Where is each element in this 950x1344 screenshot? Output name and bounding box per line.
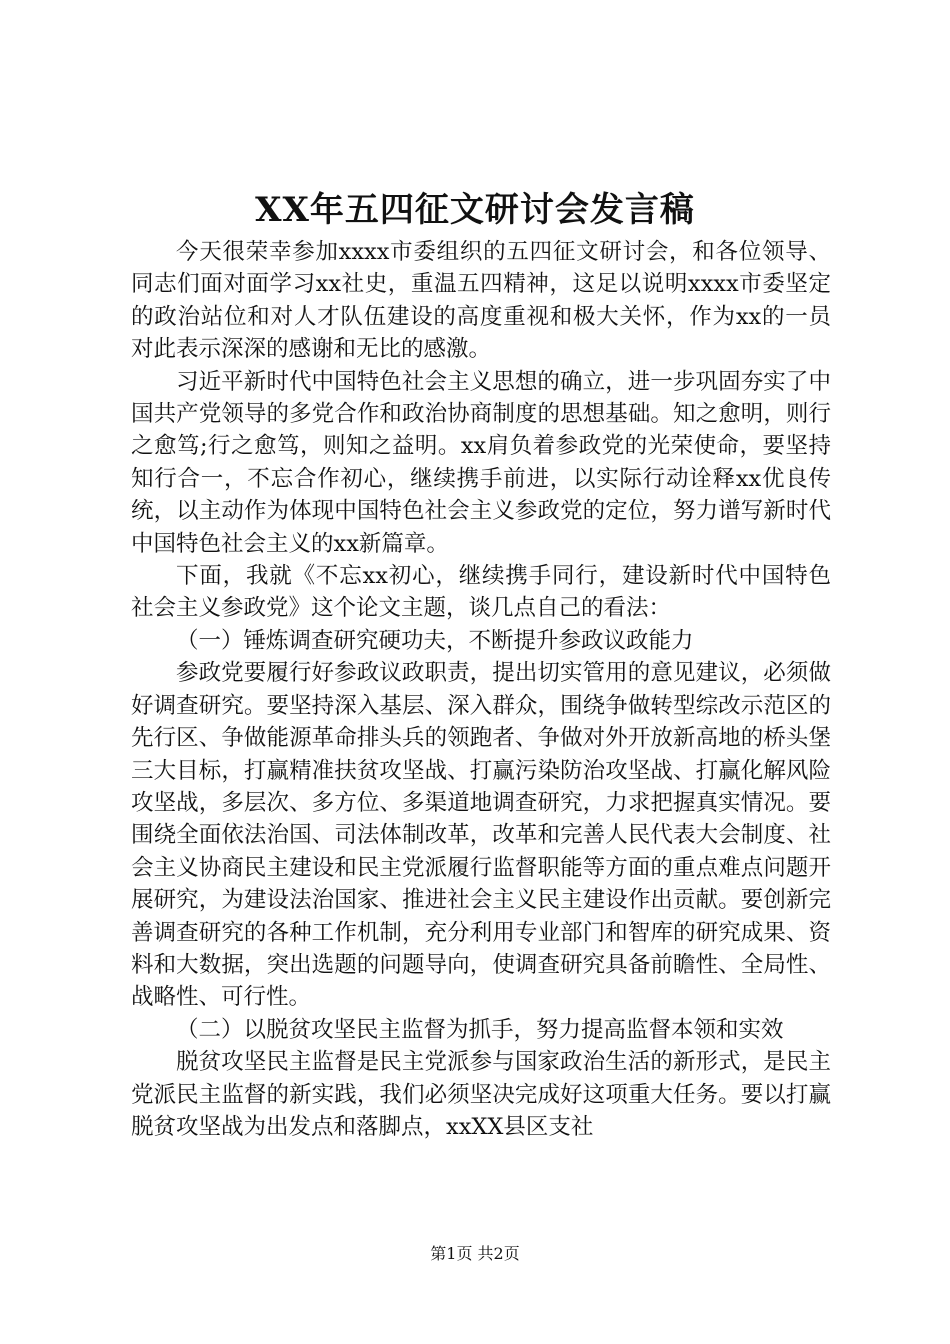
paragraph-intro: 今天很荣幸参加xxxx市委组织的五四征文研讨会，和各位领导、同志们面对面学习xx社史，重温五四精神，这足以说明xxxx市委坚定的政治站位和对人才队伍建设的高度重视和极大关怀，作为xx的一员对此表示深深的感谢和无比的感激。 <box>131 239 831 363</box>
paragraph-research: 参政党要履行好参政议政职责，提出切实管用的意见建议，必须做好调查研究。要坚持深入基层、深入群众，围绕争做转型综改示范区的先行区、争做能源革命排头兵的领跑者、争做对外开放新高地的桥头堡三大目标，打赢精准扶贫攻坚战、打赢污染防治攻坚战、打赢化解风险攻坚战，多层次、多方位、多渠道地调查研究，力求把握真实情况。要围绕全面依法治国、司法体制改革，改革和完善人民代表大会制度、社会主义协商民主建设和民主党派履行监督职能等方面的重点难点问题开展研究，为建设法治国家、推进社会主义民主建设作出贡献。要创新完善调查研究的各种工作机制，充分利用专业部门和智库的研究成果、资料和大数据，突出选题的问题导向，使调查研究具备前瞻性、全局性、战略性、可行性。 <box>131 660 831 1011</box>
page-footer: 第1页 共2页 <box>430 1244 520 1263</box>
section-heading-2: （二）以脱贫攻坚民主监督为抓手，努力提高监督本领和实效 <box>176 1016 784 1043</box>
document-title: XX年五四征文研讨会发言稿 <box>255 190 695 230</box>
document-body <box>131 236 831 1143</box>
paragraph-supervision: 脱贫攻坚民主监督是民主党派参与国家政治生活的新形式，是民主党派民主监督的新实践，我们必须坚决完成好这项重大任务。要以打赢脱贫攻坚战为出发点和落脚点，xxXX县区支社 <box>131 1049 831 1140</box>
section-heading-1: （一）锤炼调查研究硬功夫，不断提升参政议政能力 <box>176 627 694 654</box>
paragraph-topic: 下面，我就《不忘xx初心，继续携手同行，建设新时代中国特色社会主义参政党》这个论文主题，谈几点自己的看法： <box>131 563 831 622</box>
paragraph-thought: 习近平新时代中国特色社会主义思想的确立，进一步巩固夯实了中国共产党领导的多党合作和政治协商制度的思想基础。知之愈明，则行之愈笃;行之愈笃，则知之益明。xx肩负着参政党的光荣使命，要坚持知行合一，不忘合作初心，继续携手前进，以实际行动诠释xx优良传统，以主动作为体现中国特色社会主义参政党的定位，努力谱写新时代中国特色社会主义的xx新篇章。 <box>131 368 831 557</box>
